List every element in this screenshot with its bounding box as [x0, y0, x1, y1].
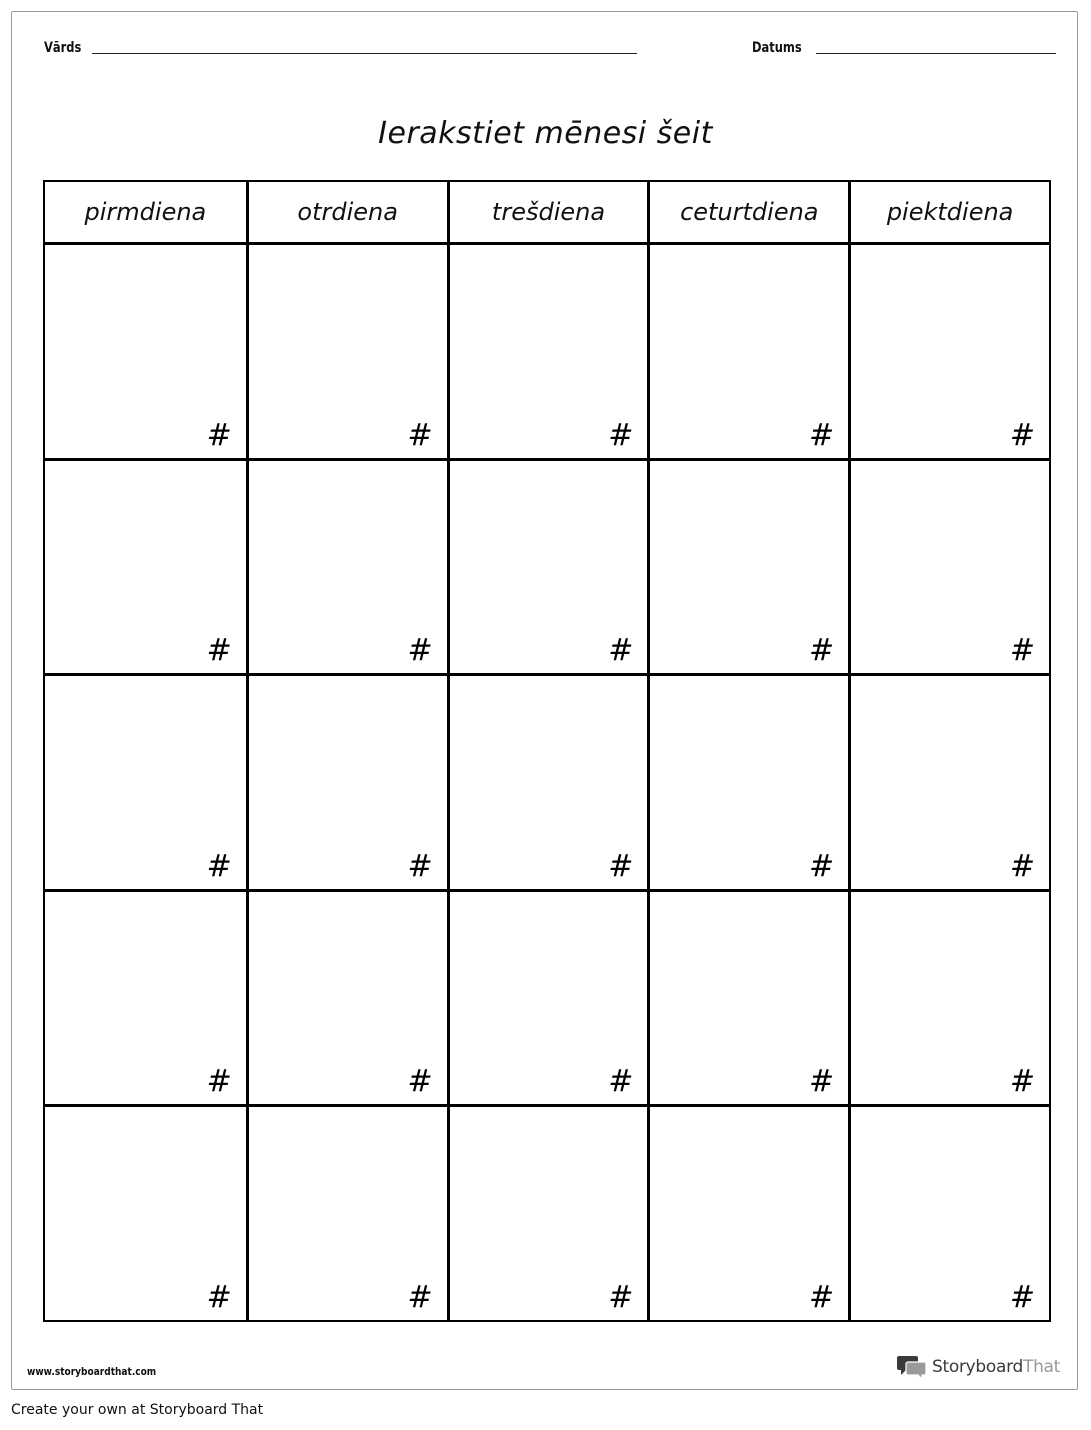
day-number-placeholder: #: [206, 848, 232, 884]
date-label: Datums: [752, 40, 802, 56]
day-number-placeholder: #: [809, 633, 835, 669]
day-cell[interactable]: [246, 1104, 447, 1320]
day-number-placeholder: #: [1009, 1280, 1035, 1315]
day-number-placeholder: #: [1009, 417, 1035, 453]
day-cell[interactable]: [848, 673, 1049, 889]
date-field: [752, 34, 1062, 56]
weekday-header: ceturtdiena: [647, 182, 848, 242]
date-write-line: [816, 53, 1056, 54]
day-cell[interactable]: [647, 242, 848, 458]
day-cell[interactable]: [647, 889, 848, 1105]
calendar-table: [43, 180, 1051, 1322]
day-cell[interactable]: [848, 458, 1049, 674]
brand-name-part2: That: [1023, 1357, 1061, 1377]
day-number-placeholder: #: [407, 1064, 433, 1100]
day-number-placeholder: #: [407, 848, 433, 884]
weekday-header: pirmdiena: [84, 198, 207, 226]
day-cell[interactable]: [246, 889, 447, 1105]
day-number-placeholder: #: [206, 1280, 232, 1315]
site-url: www.storyboardthat.com: [27, 1365, 157, 1378]
day-number-placeholder: #: [1009, 848, 1035, 884]
brand-logo: [896, 1354, 1060, 1380]
speech-bubbles-icon: [896, 1354, 928, 1380]
name-write-line: [92, 53, 637, 54]
day-cell[interactable]: [647, 458, 848, 674]
day-cell[interactable]: [45, 1104, 246, 1320]
day-number-placeholder: #: [608, 633, 634, 669]
day-number-placeholder: #: [608, 1064, 634, 1100]
day-cell[interactable]: [447, 889, 648, 1105]
day-number-placeholder: #: [1009, 633, 1035, 669]
weekday-header: trešdiena: [447, 182, 648, 242]
day-number-placeholder: #: [809, 848, 835, 884]
day-number-placeholder: #: [407, 1280, 433, 1315]
day-number-placeholder: #: [206, 417, 232, 453]
footer-caption: Create your own at Storyboard That: [11, 1402, 264, 1418]
day-cell[interactable]: [647, 673, 848, 889]
day-number-placeholder: #: [809, 417, 835, 453]
weekday-header: piektdiena: [848, 182, 1049, 242]
day-number-placeholder: #: [206, 1064, 232, 1100]
day-cell[interactable]: [848, 889, 1049, 1105]
brand-name-part1: Storyboard: [932, 1357, 1023, 1377]
day-cell[interactable]: [647, 1104, 848, 1320]
day-number-placeholder: #: [1009, 1064, 1035, 1100]
day-cell[interactable]: [45, 889, 246, 1105]
day-cell[interactable]: [447, 458, 648, 674]
day-cell[interactable]: [848, 242, 1049, 458]
brand-name: [932, 1357, 1060, 1377]
day-cell[interactable]: [447, 673, 648, 889]
calendar-grid: [45, 182, 1049, 1320]
day-number-placeholder: #: [809, 1064, 835, 1100]
day-cell[interactable]: [447, 1104, 648, 1320]
day-number-placeholder: #: [608, 848, 634, 884]
day-number-placeholder: #: [206, 633, 232, 669]
name-field: [44, 34, 644, 56]
day-cell[interactable]: [246, 458, 447, 674]
day-cell[interactable]: [246, 242, 447, 458]
day-number-placeholder: #: [407, 417, 433, 453]
day-cell[interactable]: [848, 1104, 1049, 1320]
name-label: Vārds: [44, 40, 82, 56]
day-cell[interactable]: [45, 673, 246, 889]
day-cell[interactable]: [45, 242, 246, 458]
day-cell[interactable]: [447, 242, 648, 458]
day-number-placeholder: #: [608, 1280, 634, 1315]
day-cell[interactable]: [45, 458, 246, 674]
weekday-header: otrdiena: [246, 182, 447, 242]
day-number-placeholder: #: [809, 1280, 835, 1315]
day-cell[interactable]: [246, 673, 447, 889]
day-number-placeholder: #: [608, 417, 634, 453]
page-title: Ierakstiet mēnesi šeit: [378, 116, 713, 151]
day-number-placeholder: #: [407, 633, 433, 669]
